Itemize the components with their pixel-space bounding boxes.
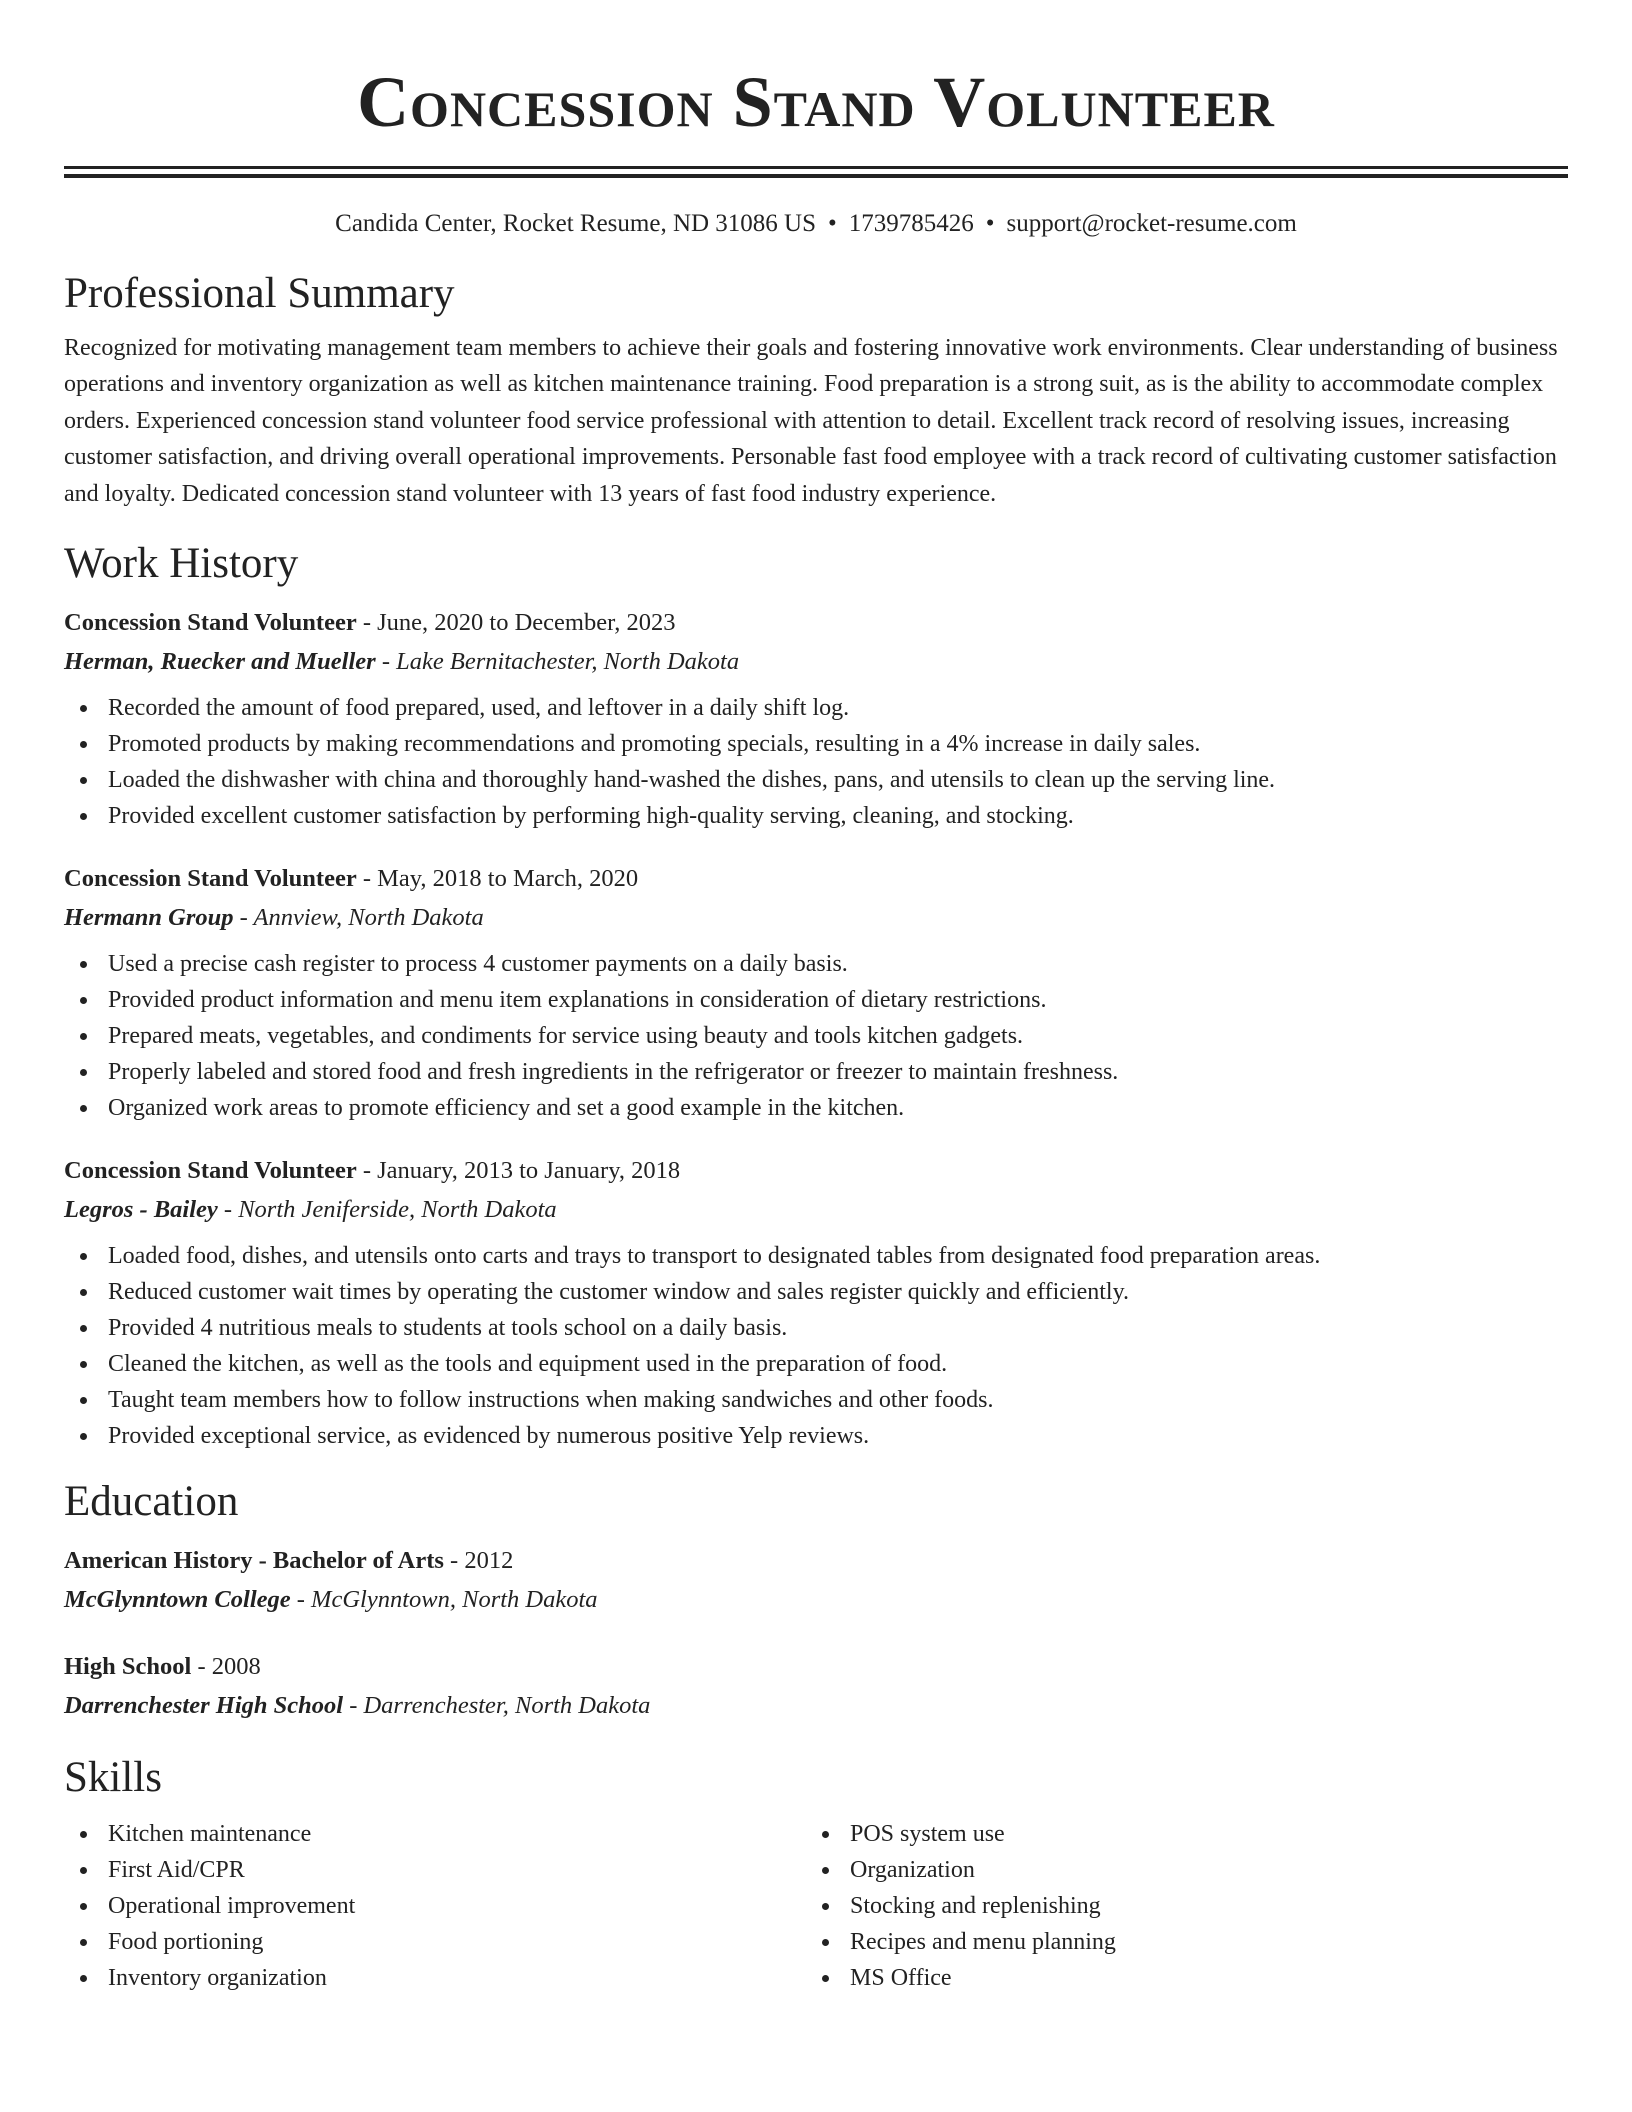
skill-item: MS Office <box>806 1960 1548 1996</box>
list-item: Provided 4 nutritious meals to students at tools school on a daily basis. <box>64 1310 1568 1346</box>
school-location: - Darrenchester, North Dakota <box>343 1692 651 1720</box>
company-line <box>64 1190 1568 1230</box>
list-item: Properly labeled and stored food and fresh ingredients in the refrigerator or freezer to maintain freshness. <box>64 1054 1568 1090</box>
job-title-line <box>64 1152 1568 1190</box>
contact-address: Candida Center, Rocket Resume, ND 31086 US <box>335 210 817 237</box>
company-name: Hermann Group <box>64 904 234 932</box>
education-entry <box>64 1648 1568 1726</box>
degree-line <box>64 1648 1568 1686</box>
education-entry <box>64 1542 1568 1620</box>
company-line <box>64 898 1568 938</box>
skill-item: Recipes and menu planning <box>806 1924 1548 1960</box>
company-name: Herman, Ruecker and Mueller <box>64 648 376 676</box>
contact-line <box>64 208 1568 240</box>
school-location: - McGlynntown, North Dakota <box>290 1586 598 1614</box>
degree: American History - Bachelor of Arts <box>64 1547 444 1575</box>
list-item: Prepared meats, vegetables, and condiments for service using beauty and tools kitchen gadgets. <box>64 1018 1568 1054</box>
job-entry <box>64 860 1568 1126</box>
section-title-summary: Professional Summary <box>64 270 455 317</box>
company-location: - Annview, North Dakota <box>233 904 484 932</box>
skills-column-right <box>806 1816 1548 1996</box>
list-item: Provided exceptional service, as evidenced by numerous positive Yelp reviews. <box>64 1418 1568 1454</box>
job-title-line <box>64 860 1568 898</box>
list-item: Recorded the amount of food prepared, used, and leftover in a daily shift log. <box>64 690 1568 726</box>
skill-item: Organization <box>806 1852 1548 1888</box>
company-name: Legros - Bailey <box>64 1196 218 1224</box>
job-title: Concession Stand Volunteer <box>64 1157 357 1185</box>
school-name: Darrenchester High School <box>64 1692 344 1720</box>
section-title-work-history: Work History <box>64 540 299 588</box>
contact-separator: • <box>985 210 995 237</box>
company-location: - North Jeniferside, North Dakota <box>217 1196 557 1224</box>
skill-item: Kitchen maintenance <box>64 1816 806 1852</box>
list-item: Taught team members how to follow instructions when making sandwiches and other foods. <box>64 1382 1568 1418</box>
job-title-line <box>64 604 1568 642</box>
list-item: Cleaned the kitchen, as well as the tools and equipment used in the preparation of food. <box>64 1346 1568 1382</box>
section-title-education: Education <box>64 1478 239 1526</box>
job-entry <box>64 1152 1568 1454</box>
skill-item: Food portioning <box>64 1924 806 1960</box>
list-item: Provided product information and menu item explanations in consideration of dietary restrictions. <box>64 982 1568 1018</box>
list-item: Provided excellent customer satisfaction by performing high-quality serving, cleaning, and stocking. <box>64 798 1568 834</box>
contact-separator: • <box>828 210 837 237</box>
job-duties <box>64 946 1568 1126</box>
school-name: McGlynntown College <box>64 1586 291 1614</box>
contact-phone: 1739785426 <box>848 210 974 237</box>
contact-email: support@rocket-resume.com <box>1006 210 1297 237</box>
list-item: Loaded food, dishes, and utensils onto carts and trays to transport to designated tables from designated food preparation areas. <box>64 1238 1568 1274</box>
company-location: - Lake Bernitachester, North Dakota <box>375 648 740 676</box>
skill-item: Inventory organization <box>64 1960 806 1996</box>
list-item: Loaded the dishwasher with china and thoroughly hand-washed the dishes, pans, and utensils to clean up the serving line. <box>64 762 1568 798</box>
company-line <box>64 642 1568 682</box>
list-item: Used a precise cash register to process 4 customer payments on a daily basis. <box>64 946 1568 982</box>
job-entry <box>64 604 1568 834</box>
skills-column-left <box>64 1816 806 1996</box>
skills-list <box>64 1816 1568 1996</box>
list-item: Organized work areas to promote efficiency and set a good example in the kitchen. <box>64 1090 1568 1126</box>
resume-name: Concession Stand Volunteer <box>357 62 1275 142</box>
skill-item: POS system use <box>806 1816 1548 1852</box>
job-dates: - January, 2013 to January, 2018 <box>356 1157 681 1185</box>
skill-item: First Aid/CPR <box>64 1852 806 1888</box>
skill-item: Operational improvement <box>64 1888 806 1924</box>
graduation-year: - 2008 <box>191 1653 261 1681</box>
skill-item: Stocking and replenishing <box>806 1888 1548 1924</box>
job-duties <box>64 690 1568 834</box>
job-title: Concession Stand Volunteer <box>64 609 357 637</box>
section-title-skills: Skills <box>64 1754 162 1802</box>
job-duties <box>64 1238 1568 1454</box>
job-title: Concession Stand Volunteer <box>64 865 357 893</box>
list-item: Reduced customer wait times by operating the customer window and sales register quickly and efficiently. <box>64 1274 1568 1310</box>
list-item: Promoted products by making recommendations and promoting specials, resulting in a 4% increase in daily sales. <box>64 726 1568 762</box>
header-divider <box>64 166 1568 178</box>
school-line <box>64 1686 1568 1726</box>
summary-text: Recognized for motivating management team members to achieve their goals and fostering innovative work environments. Clear understanding of business operations and inventory organization as well as kitchen maintenance training. Food preparation is a strong suit, as is the ability to accommodate complex orders. Experienced concession stand volunteer food service professional with attention to detail. Excellent track record of resolving issues, increasing customer satisfaction, and driving overall operational improvements. Personable fast food employee with a track record of cultivating customer satisfaction and loyalty. Dedicated concession stand volunteer with 13 years of fast food industry experience. <box>64 335 1558 507</box>
job-dates: - May, 2018 to March, 2020 <box>356 865 639 893</box>
resume-page <box>64 0 1568 1996</box>
graduation-year: - 2012 <box>443 1547 514 1575</box>
degree-line <box>64 1542 1568 1580</box>
degree: High School <box>64 1653 192 1681</box>
school-line <box>64 1580 1568 1620</box>
job-dates: - June, 2020 to December, 2023 <box>356 609 676 637</box>
